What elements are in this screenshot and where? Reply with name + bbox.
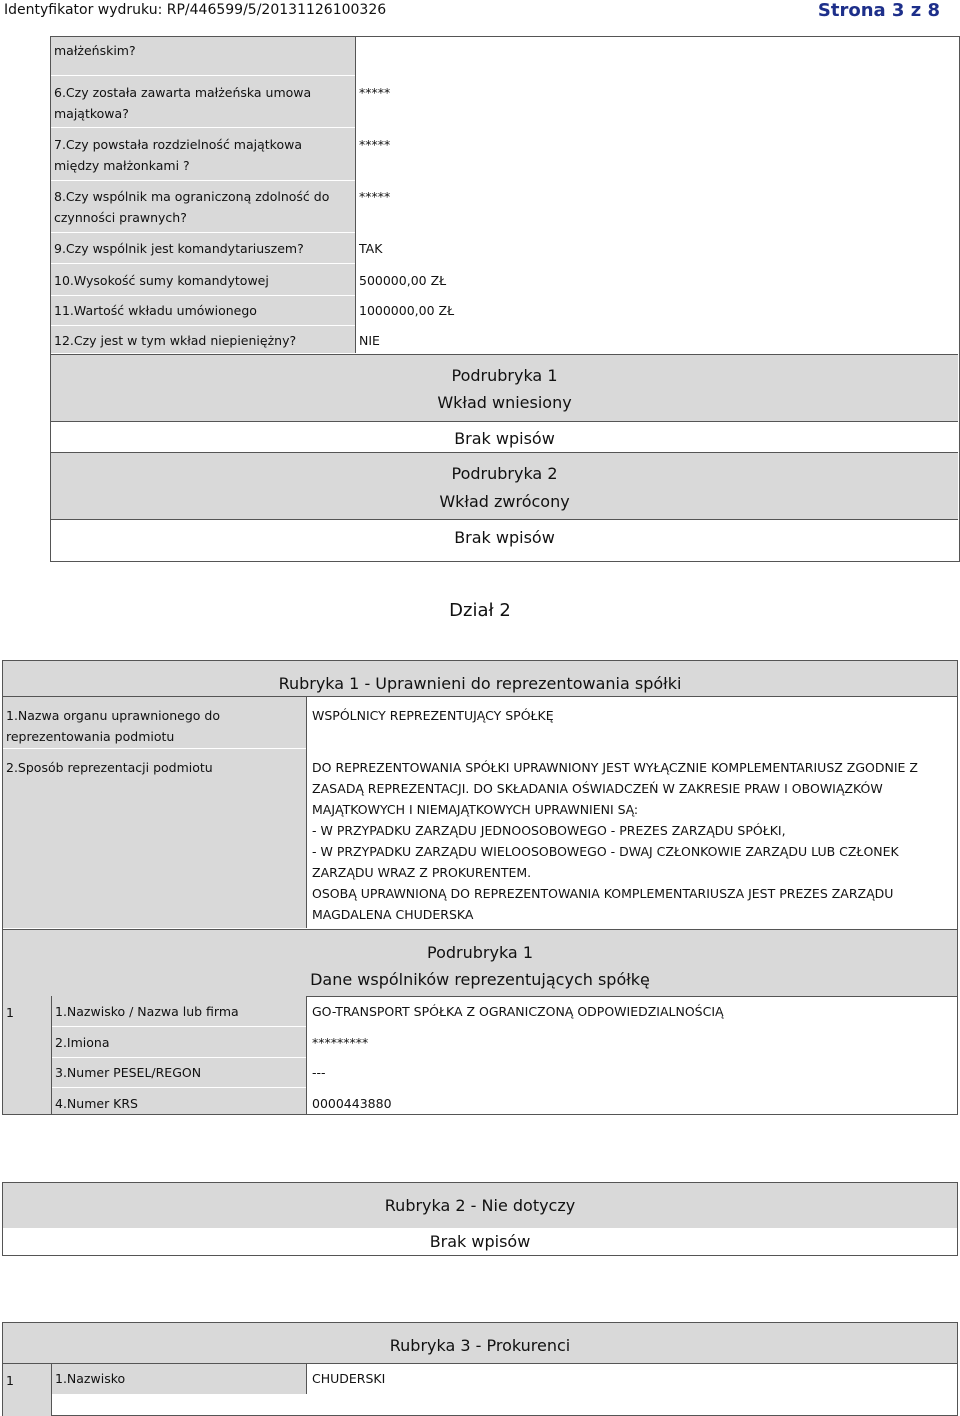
podrubryka2-subtitle: Wkład zwrócony xyxy=(439,492,570,511)
rubryka1-f1-label: 1.Nazwa organu uprawnionego do reprezentowania podmiotu xyxy=(6,708,221,744)
rubryka1-sub-title: Podrubryka 1 xyxy=(427,943,533,962)
rubryka1-f2-value: DO REPREZENTOWANIA SPÓŁKI UPRAWNIONY JEST WYŁĄCZNIE KOMPLEMENTARIUSZ ZGODNIE Z ZASADĄ REPREZENTACJI. DO SKŁADANIA OŚWIADCZEŃ W ZAKRESIE PRAW I OBOWIĄZKÓW MAJĄTKOWYCH I NIEMAJĄTKOWYCH UPRAWNIENI SĄ: - W PRZYPADKU ZARZĄDU JEDNOOSOBOWEGO - PREZES ZARZĄDU SPÓŁKI, - W PRZYPADKU ZARZĄDU WIELOOSOBOWEGO - DWAJ CZŁONKOWIE ZARZĄDU LUB CZŁONEK ZARZĄDU WRAZ Z PROKURENTEM. OSOBĄ UPRAWNIONĄ DO REPREZENTOWANIA KOMPLEMENTARIUSZA JEST PREZES ZARZĄDU MAGDALENA CHUDERSKA xyxy=(312,760,918,922)
rubryka1-title: Rubryka 1 - Uprawnieni do reprezentowania spółki xyxy=(278,674,682,693)
prokurent-surname-label: 1.Nazwisko xyxy=(55,1371,126,1386)
entry-number: 1 xyxy=(6,1005,14,1020)
page-number: Strona 3 z 8 xyxy=(817,0,940,21)
entry-firstnames-label: 2.Imiona xyxy=(55,1035,110,1050)
rubryka2-empty: Brak wpisów xyxy=(429,1232,531,1251)
rubryka1-f2-label: 2.Sposób reprezentacji podmiotu xyxy=(6,760,213,775)
field-11-label: 11.Wartość wkładu umówionego xyxy=(54,303,257,318)
field-8-value: ***** xyxy=(359,189,391,204)
field-11-value: 1000000,00 ZŁ xyxy=(359,303,455,318)
podrubryka2-empty: Brak wpisów xyxy=(454,528,555,547)
rubryka1-sub-subtitle: Dane wspólników reprezentujących spółkę xyxy=(310,970,650,989)
entry-krs-label: 4.Numer KRS xyxy=(55,1096,138,1111)
field-8-label: 8.Czy wspólnik ma ograniczoną zdolność do czynności prawnych? xyxy=(54,189,330,225)
entry-name-value: GO-TRANSPORT SPÓŁKA Z OGRANICZONĄ ODPOWIEDZIALNOŚCIĄ xyxy=(312,1004,724,1019)
prokurent-surname-value: CHUDERSKI xyxy=(312,1371,386,1386)
entry-pesel-value: --- xyxy=(312,1065,326,1080)
field-12-label: 12.Czy jest w tym wkład niepieniężny? xyxy=(54,333,297,348)
entry-pesel-label: 3.Numer PESEL/REGON xyxy=(55,1065,202,1080)
rubryka1-f1-value: WSPÓLNICY REPREZENTUJĄCY SPÓŁKĘ xyxy=(312,708,554,723)
entry-name-label: 1.Nazwisko / Nazwa lub firma xyxy=(55,1004,239,1019)
field-6-value: ***** xyxy=(359,85,391,100)
field-12-value: NIE xyxy=(359,333,380,348)
field-9-label: 9.Czy wspólnik jest komandytariuszem? xyxy=(54,241,304,256)
entry-krs-value: 0000443880 xyxy=(312,1096,392,1111)
continued-label: małżeńskim? xyxy=(54,43,136,58)
podrubryka1-empty: Brak wpisów xyxy=(454,429,555,448)
podrubryka1-subtitle: Wkład wniesiony xyxy=(437,393,572,412)
rubryka2-title: Rubryka 2 - Nie dotyczy xyxy=(384,1196,576,1215)
podrubryka2-title: Podrubryka 2 xyxy=(451,464,558,483)
field-7-value: ***** xyxy=(359,137,391,152)
podrubryka1-title: Podrubryka 1 xyxy=(451,366,558,385)
dzial-heading: Dział 2 xyxy=(449,600,511,621)
field-6-label: 6.Czy została zawarta małżeńska umowa majątkowa? xyxy=(54,85,312,121)
field-9-value: TAK xyxy=(359,241,383,256)
rubryka3-title: Rubryka 3 - Prokurenci xyxy=(389,1336,571,1355)
prokurent-entry-number: 1 xyxy=(6,1373,14,1388)
field-10-label: 10.Wysokość sumy komandytowej xyxy=(54,273,269,288)
field-7-label: 7.Czy powstała rozdzielność majątkowa między małżonkami ? xyxy=(54,137,302,173)
entry-firstnames-value: ********* xyxy=(312,1035,369,1050)
print-identifier: Identyfikator wydruku: RP/446599/5/20131126100326 xyxy=(4,2,387,18)
field-10-value: 500000,00 ZŁ xyxy=(359,273,447,288)
